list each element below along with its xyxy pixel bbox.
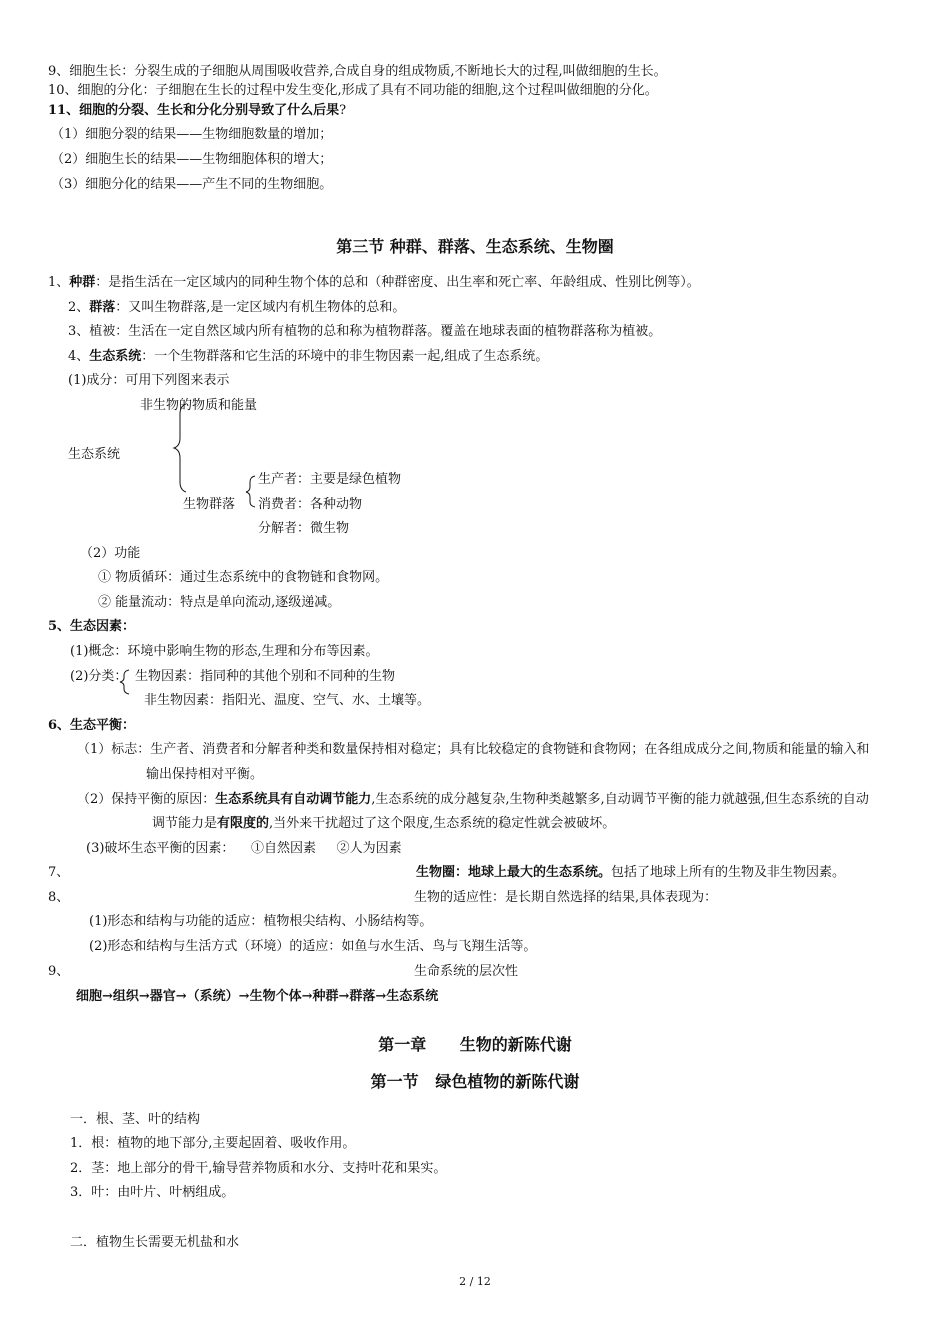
question-11-text: 11、细胞的分裂、生长和分化分别导致了什么后果 (48, 103, 340, 118)
structure-leaf: 3．叶：由叶片、叶柄组成。 (70, 1185, 235, 1200)
item-population (48, 274, 700, 292)
factors-biotic: 生物因素：指同种的其他个别和不同种的生物 (135, 669, 396, 684)
item-text: ：是指生活在一定区域内的同种生物个体的总和（种群密度、出生率和死亡率、年龄组成、性别比例等）。 (95, 275, 700, 290)
ecosystem-brace (172, 402, 192, 494)
question-mark: ? (339, 103, 347, 118)
reason-bold: 有限度的 (217, 816, 270, 831)
biosphere-text: 包括了地球上所有的生物及非生物因素。 (611, 865, 846, 880)
adaptation-form-function: (1)形态和结构与功能的适应：植物根尖结构、小肠结构等。 (89, 914, 433, 929)
diagram-community: 生物群落 (183, 497, 236, 512)
reason-prefix: 调节能力是 (152, 816, 218, 831)
diagram-ecosystem: 生态系统 (68, 447, 121, 462)
item-number: 1、 (48, 275, 70, 290)
reason-prefix: （2）保持平衡的原因： (77, 792, 216, 807)
item-life-levels: 生命系统的层次性 (414, 964, 519, 979)
components-title: (1)成分：可用下列图来表示 (68, 373, 230, 388)
item-label: 群落 (89, 300, 116, 315)
balance-reason-line1 (77, 791, 869, 809)
balance-sign-line2: 输出保持相对平衡。 (146, 767, 264, 782)
function-title: （2）功能 (80, 546, 141, 561)
reason-bold: 生态系统具有自动调节能力 (215, 792, 372, 807)
item7-number: 7、 (48, 865, 70, 880)
page-number: 2 / 12 (459, 1275, 491, 1288)
result-differentiation: （3）细胞分化的结果——产生不同的生物细胞。 (51, 177, 333, 192)
biosphere-bold: 生物圈：地球上最大的生态系统。 (416, 865, 612, 880)
para-cell-differentiation: 10、细胞的分化：子细胞在生长的过程中发生变化,形成了具有不同功能的细胞,这个过程叫做细胞的分化。 (48, 83, 658, 98)
factors-classification: (2)分类： (70, 669, 128, 684)
item-ecological-balance: 6、生态平衡： (48, 718, 136, 733)
result-division: （1）细胞分裂的结果——生物细胞数量的增加； (51, 127, 333, 142)
item-text: ：一个生物群落和它生活的环境中的非生物因素一起,组成了生态系统。 (141, 349, 549, 364)
minerals-heading: 二．植物生长需要无机盐和水 (70, 1235, 240, 1250)
item-number: 2、 (68, 300, 90, 315)
structure-root: 1．根：植物的地下部分,主要起固着、吸收作用。 (70, 1136, 356, 1151)
structure-heading: 一．根、茎、叶的结构 (70, 1112, 201, 1127)
item-biosphere (416, 864, 845, 882)
community-brace (243, 474, 259, 508)
factors-abiotic: 非生物因素：指阳光、温度、空气、水、土壤等。 (144, 693, 431, 708)
structure-stem: 2．茎：地上部分的骨干,输导营养物质和水分、支持叶花和果实。 (70, 1161, 447, 1176)
diagram-producer: 生产者：主要是绿色植物 (258, 472, 402, 487)
reason-text: ,生态系统的成分越复杂,生物种类越繁多,自动调节平衡的能力就越强,但生态系统的自动 (371, 792, 869, 807)
item8-number: 8、 (48, 890, 70, 905)
adaptation-form-lifestyle: (2)形态和结构与生活方式（环境）的适应：如鱼与水生活、鸟与飞翔生活等。 (89, 939, 537, 954)
factors-brace (118, 668, 132, 696)
life-levels-chain: 细胞→组织→器官→（系统）→生物个体→种群→群落→生态系统 (76, 989, 439, 1004)
item-label: 种群 (69, 275, 96, 290)
diagram-decomposer: 分解者：微生物 (258, 521, 350, 536)
chapter-title: 第一章 生物的新陈代谢 (378, 1035, 572, 1054)
para-cell-growth: 9、细胞生长：分裂生成的子细胞从周围吸收营养,合成自身的组成物质,不断地长大的过程,叫做细胞的生长。 (48, 64, 667, 79)
item-vegetation: 3、植被：生活在一定自然区域内所有植物的总和称为植物群落。覆盖在地球表面的植物群落称为植被。 (68, 324, 662, 339)
chapter-section-title: 第一节 绿色植物的新陈代谢 (370, 1072, 580, 1091)
item-community (68, 299, 405, 317)
item9-number: 9、 (48, 964, 70, 979)
item-ecosystem (68, 348, 548, 366)
item-ecological-factors: 5、生态因素： (48, 619, 136, 634)
reason-text: ,当外来干扰超过了这个限度,生态系统的稳定性就会被破坏。 (269, 816, 616, 831)
item-adaptation: 生物的适应性：是长期自然选择的结果,具体表现为： (414, 890, 718, 905)
item-number: 4、 (68, 349, 90, 364)
function-energy-flow: ② 能量流动：特点是单向流动,逐级递减。 (98, 595, 341, 610)
factors-concept: (1)概念：环境中影响生物的形态,生理和分布等因素。 (70, 644, 379, 659)
para-question-11 (48, 102, 346, 120)
function-material-cycle: ① 物质循环：通过生态系统中的食物链和食物网。 (98, 570, 389, 585)
item-label: 生态系统 (89, 349, 142, 364)
diagram-abiotic: 非生物的物质和能量 (140, 398, 258, 413)
balance-reason-line2 (152, 815, 615, 833)
section-title-3: 第三节 种群、群落、生态系统、生物圈 (336, 237, 614, 256)
balance-sign-line1: （1）标志：生产者、消费者和分解者种类和数量保持相对稳定；具有比较稳定的食物链和食物网；在各组成成分之间,物质和能量的输入和 (77, 742, 870, 757)
result-growth: （2）细胞生长的结果——生物细胞体积的增大； (51, 152, 333, 167)
balance-break-factors: (3)破坏生态平衡的因素： ①自然因素 ②人为因素 (86, 841, 402, 856)
diagram-consumer: 消费者：各种动物 (258, 497, 363, 512)
item-text: ：又叫生物群落,是一定区域内有机生物体的总和。 (115, 300, 406, 315)
